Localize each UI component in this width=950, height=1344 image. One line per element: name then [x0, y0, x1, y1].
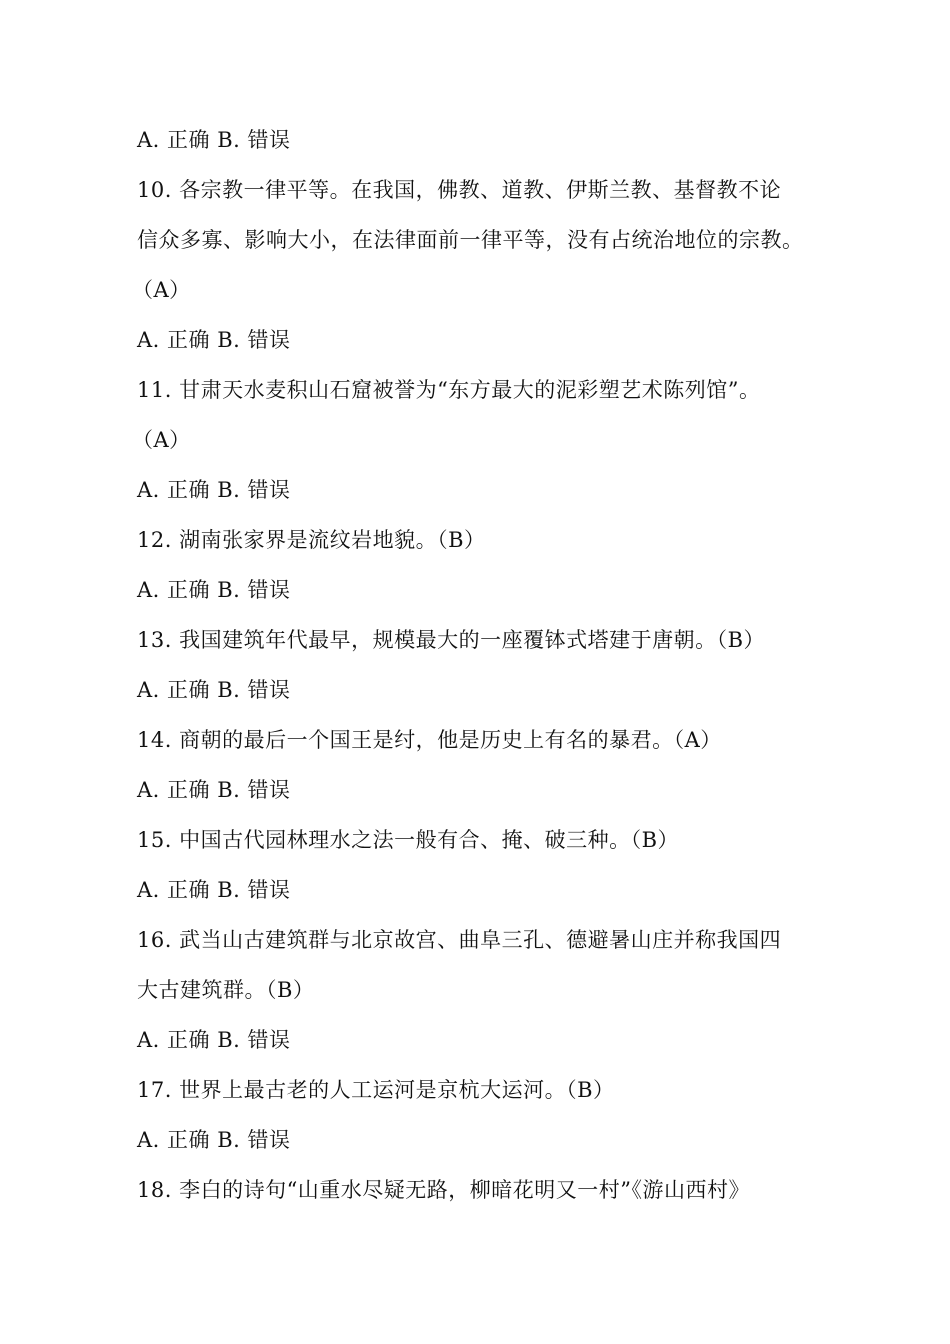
- question-17: 17. 世界上最古老的人工运河是京杭大运河。（B）: [137, 1078, 615, 1102]
- answer-marker: （A）: [132, 428, 191, 452]
- question-13: 13. 我国建筑年代最早，规模最大的一座覆钵式塔建于唐朝。（B）: [137, 628, 766, 652]
- answer-marker: （A）: [132, 278, 191, 302]
- options-line: A. 正确 B. 错误: [137, 1028, 291, 1052]
- question-10: 10. 各宗教一律平等。在我国，佛教、道教、伊斯兰教、基督教不论: [137, 178, 782, 202]
- text-line: A. 正确 B. 错误: [137, 128, 291, 152]
- options-line: A. 正确 B. 错误: [137, 578, 291, 602]
- question-14: 14. 商朝的最后一个国王是纣，他是历史上有名的暴君。（A）: [137, 728, 722, 752]
- question-15: 15. 中国古代园林理水之法一般有合、掩、破三种。（B）: [137, 828, 680, 852]
- question-18: 18. 李白的诗句“山重水尽疑无路，柳暗花明又一村”《游山西村》: [137, 1178, 751, 1202]
- text-line: 信众多寡、影响大小，在法律面前一律平等，没有占统治地位的宗教。: [137, 228, 804, 252]
- options-line: A. 正确 B. 错误: [137, 678, 291, 702]
- options-line: A. 正确 B. 错误: [137, 478, 291, 502]
- options-line: A. 正确 B. 错误: [137, 328, 291, 352]
- options-line: A. 正确 B. 错误: [137, 878, 291, 902]
- question-16: 16. 武当山古建筑群与北京故宫、曲阜三孔、德避暑山庄并称我国四: [137, 928, 782, 952]
- options-line: A. 正确 B. 错误: [137, 1128, 291, 1152]
- text-line: 大古建筑群。（B）: [137, 978, 315, 1002]
- question-11: 11. 甘肃天水麦积山石窟被誉为“东方最大的泥彩塑艺术陈列馆”。: [137, 378, 761, 402]
- options-line: A. 正确 B. 错误: [137, 778, 291, 802]
- question-12: 12. 湖南张家界是流纹岩地貌。（B）: [137, 528, 486, 552]
